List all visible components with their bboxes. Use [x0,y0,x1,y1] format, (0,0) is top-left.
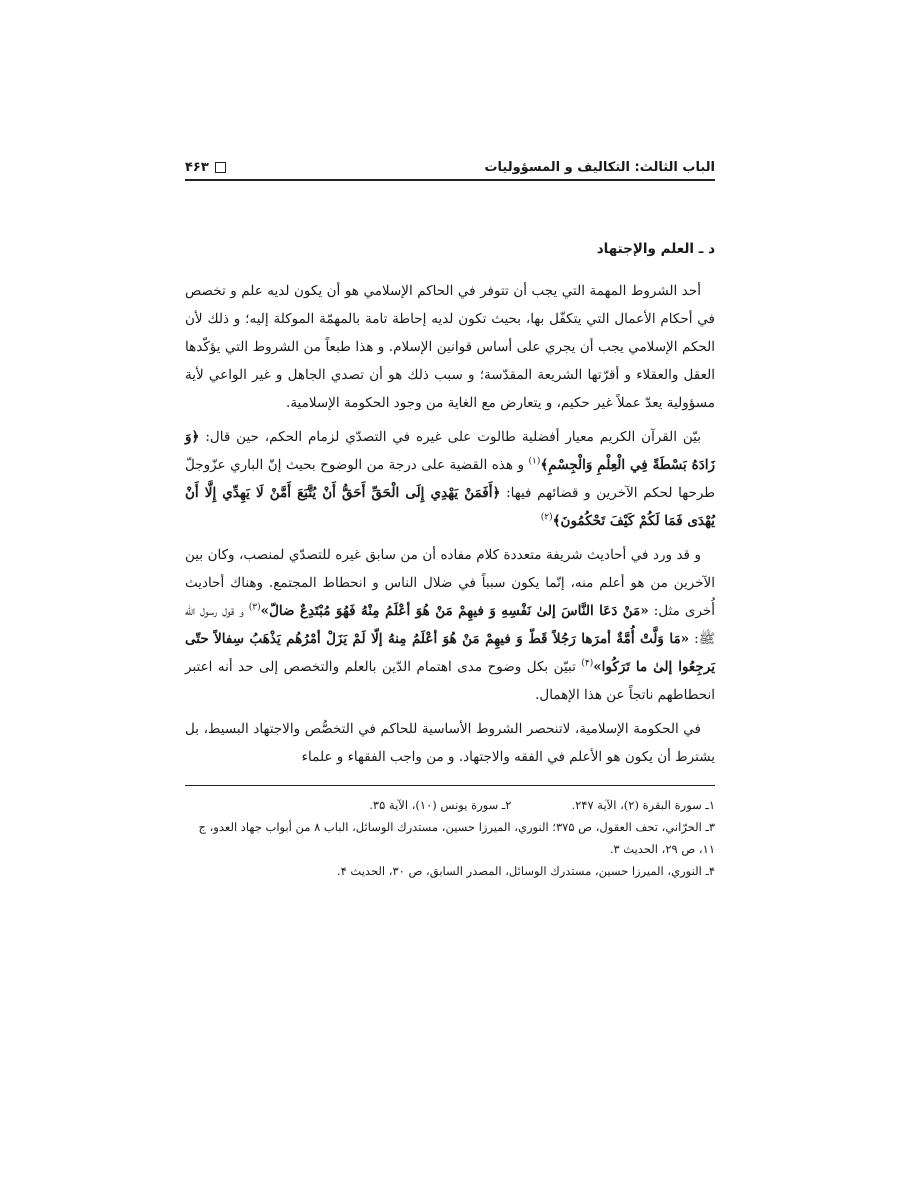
footnote-ref-4: (۴) [581,658,594,669]
paragraph-3 [185,541,715,709]
section-title: د ـ العلم والإجتهاد [596,241,715,257]
p2-text-b: و هذه القضية على درجة من الوضوح بحيث إنّ الباري عزّوجلّ طرحها لحكم الآخرين و قضائهم فيها: [185,457,716,501]
footnote-4: ۴ـ النوري، الميرزا حسين، مستدرك الوسائل، المصدر السابق، ص ۳۰، الحديث ۴. [336,864,715,878]
page-number-block [185,160,226,175]
footnote-row [185,794,715,816]
quran-verse-2: ﴿أَفَمَنْ يَهْدِي إِلَى الْحَقِّ أَحَقُّ أَنْ يُتَّبَعَ أَمَّنْ لَا يَهِدِّي إِلَّا أَنْ يُهْدَى فَمَا لَكُمْ كَيْفَ تَحْكُمُونَ﴾ [185,485,715,529]
paragraph-1: أحد الشروط المهمة التي يجب أن تتوفر في الحاكم الإسلامي هو أن يكون لديه علم و تخصص في أحكام الأعمال التي يتكفّل بها، بحيث تكون لديه إحاطة تامة بالمهمّة الموكلة إليه؛ و ذلك لأن الحكم الإسلامي يجب أن يجري على أساس قوانين الإسلام. و هذا طبعاً من الشروط التي يؤكّدها العقل والعقلاء و أقرّتها الشريعة المقدّسة؛ و سبب ذلك هو أن تصدي الجاهل و غير الواعي لأية مسؤولية يعدّ عملاً غير حكيم، و يتعارض مع الغاية من وجود الحكومة الإسلامية. [185,283,715,411]
p3-text-b: و قول رسول الله ﷺ: [185,603,716,647]
book-page [185,160,715,882]
footnote-3: ۳ـ الحرّاني، تحف العقول، ص ۳۷۵؛ النوري، الميرزا حسين، مستدرك الوسائل، الباب ۸ من أبواب جهاد العدو، ج ۱۱، ص ۲۹، الحديث ۳. [198,820,715,856]
paragraph-2 [185,423,715,535]
chapter-title: الباب الثالث: التكاليف و المسؤوليات [484,160,715,175]
page-number: ۴۶۳ [185,160,209,175]
quran-verse-1: ﴿وَ زَادَهُ بَسْطَةً فِي الْعِلْمِ وَالْجِسْمِ﴾ [185,429,716,473]
p2-text-a: بيّن القرآن الكريم معيار أفضلية طالوت على غيره في التصدّي لزمام الحكم، حين قال: [205,429,701,445]
p3-text-c: تبيّن بكل وضوح مدى اهتمام الدّين بالعلم والتخصص إلى حد أنه اعتبر انحطاطهم ناتجاً عن هذا الإهمال. [185,659,715,703]
footnote-ref-1: (۱) [528,456,541,467]
paragraph-4: في الحكومة الإسلامية، لاتنحصر الشروط الأساسية للحاكم في التخصُّص والاجتهاد البسيط، بل يشترط أن يكون هو الأعلم في الفقه والاجتهاد. و من واجب الفقهاء و علماء [185,721,715,765]
hadith-2: «مَا وَلَّتْ أُمَّةٌ أمرَها رَجُلاً قَطّ وَ فيهِمْ مَنْ هُوَ أعْلَمُ مِنهُ إلّا لَمْ يَزَلْ أمْرُهُم يَذْهَبُ سِفالاً حتّى يَرجِعُوا إلىٰ ما تَرَكُوا» [185,631,715,675]
p3-text-a: و قد ورد في أحاديث شريفة متعددة كلام مفاده أن من سابق غيره للتصدّي لمنصب، وكان بين الآخرين من هو أعلم منه، إنّما يكون سبباً في ضلال الناس و انحطاط المجتمع. وهناك أحاديث أُخرى مثل: [185,547,716,619]
footnote-ref-3: (۳) [248,602,261,613]
hadith-1: «مَنْ دَعَا النَّاسَ إلىٰ نَفْسِهِ وَ فيهِمْ مَنْ هُوَ أعْلَمُ مِنْهُ فَهُوَ مُبْتَدِعٌ ضالّ» [260,603,649,619]
square-bullet-icon [215,162,226,173]
running-header [185,160,715,181]
footnote-2: ۲ـ سورة يونس (۱۰)، الآية ۳۵. [369,798,512,812]
footnote-1: ۱ـ سورة البقرة (۲)، الآية ۲۴۷. [571,798,715,812]
footnote-ref-2: (۲) [540,512,553,523]
footnotes [185,785,715,882]
